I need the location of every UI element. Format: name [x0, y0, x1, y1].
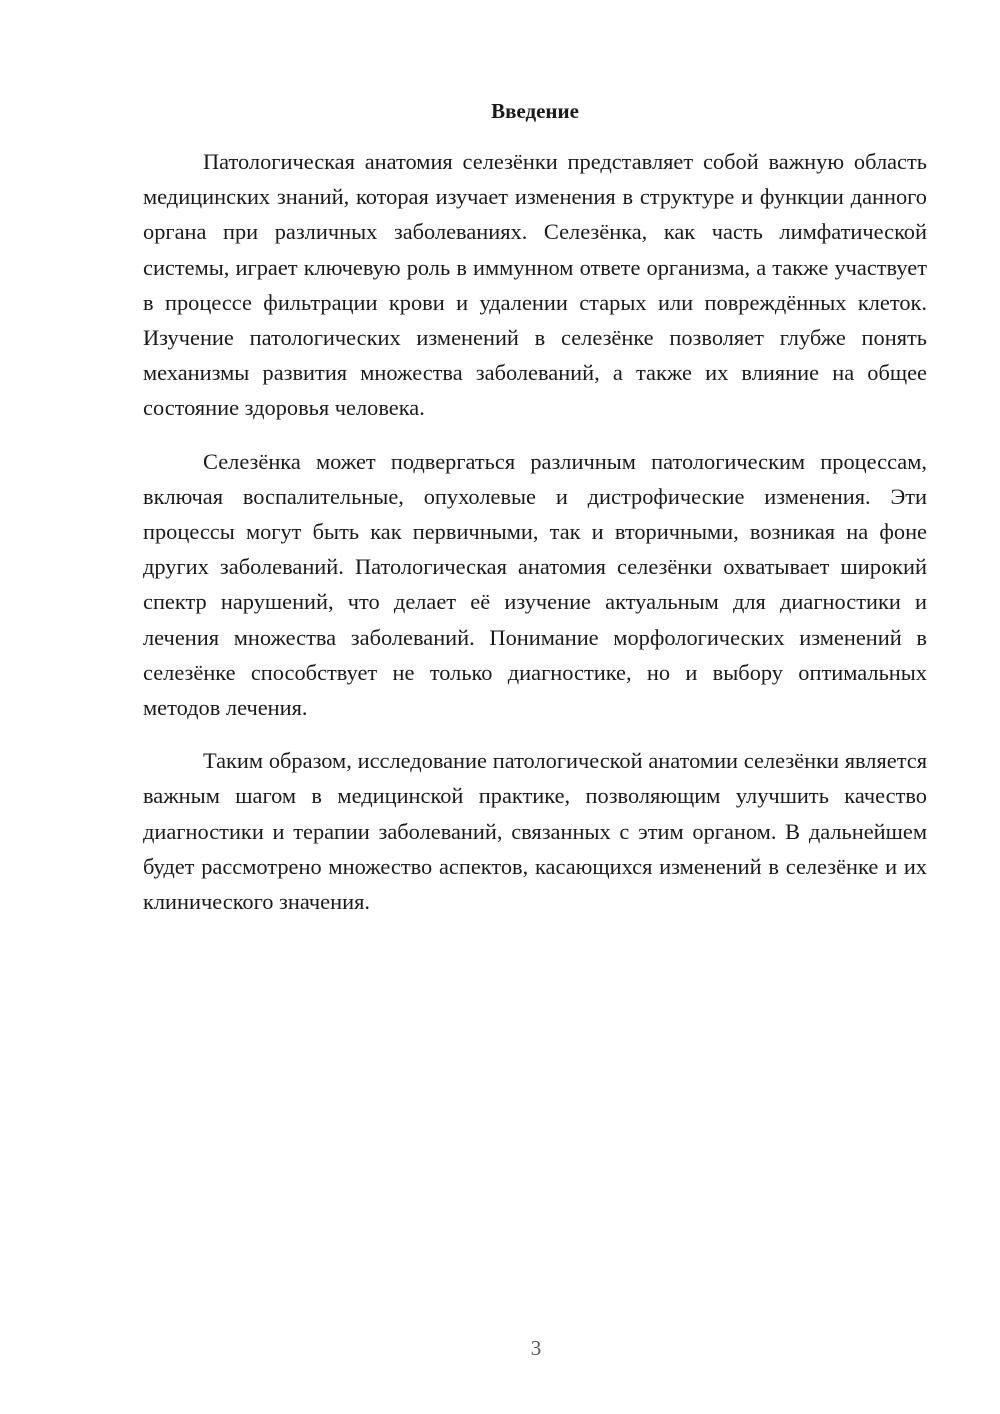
- paragraph-3: Таким образом, исследование патологической анатомии селезёнки является важным шагом в медицинской практике, позволяющим улучшить качество диагностики и терапии заболеваний, связанных с этим органом. В дальнейшем будет рассмотрено множество аспектов, касающихся изменений в селезёнке и их клинического значения.: [143, 748, 927, 915]
- body-text: [143, 144, 927, 937]
- paragraph-2: Селезёнка может подвергаться различным патологическим процессам, включая воспалительные, опухолевые и дистрофические изменения. Эти процессы могут быть как первичными, так и вторичными, возникая на фоне других заболеваний. Патологическая анатомия селезёнки охватывает широкий спектр нарушений, что делает её изучение актуальным для диагностики и лечения множества заболеваний. Понимание морфологических изменений в селезёнке способствует не только диагностике, но и выбору оптимальных методов лечения.: [143, 448, 927, 721]
- section-heading: Введение: [491, 99, 579, 123]
- page-number: 3: [530, 1336, 542, 1360]
- paragraph-1: Патологическая анатомия селезёнки представляет собой важную область медицинских знаний, которая изучает изменения в структуре и функции данного органа при различных заболеваниях. Селезёнка, как часть лимфатической системы, играет ключевую роль в иммунном ответе организма, а также участвует в процессе фильтрации крови и удалении старых или повреждённых клеток. Изучение патологических изменений в селезёнке позволяет глубже понять механизмы развития множества заболеваний, а также их влияние на общее состояние здоровья человека.: [143, 149, 927, 421]
